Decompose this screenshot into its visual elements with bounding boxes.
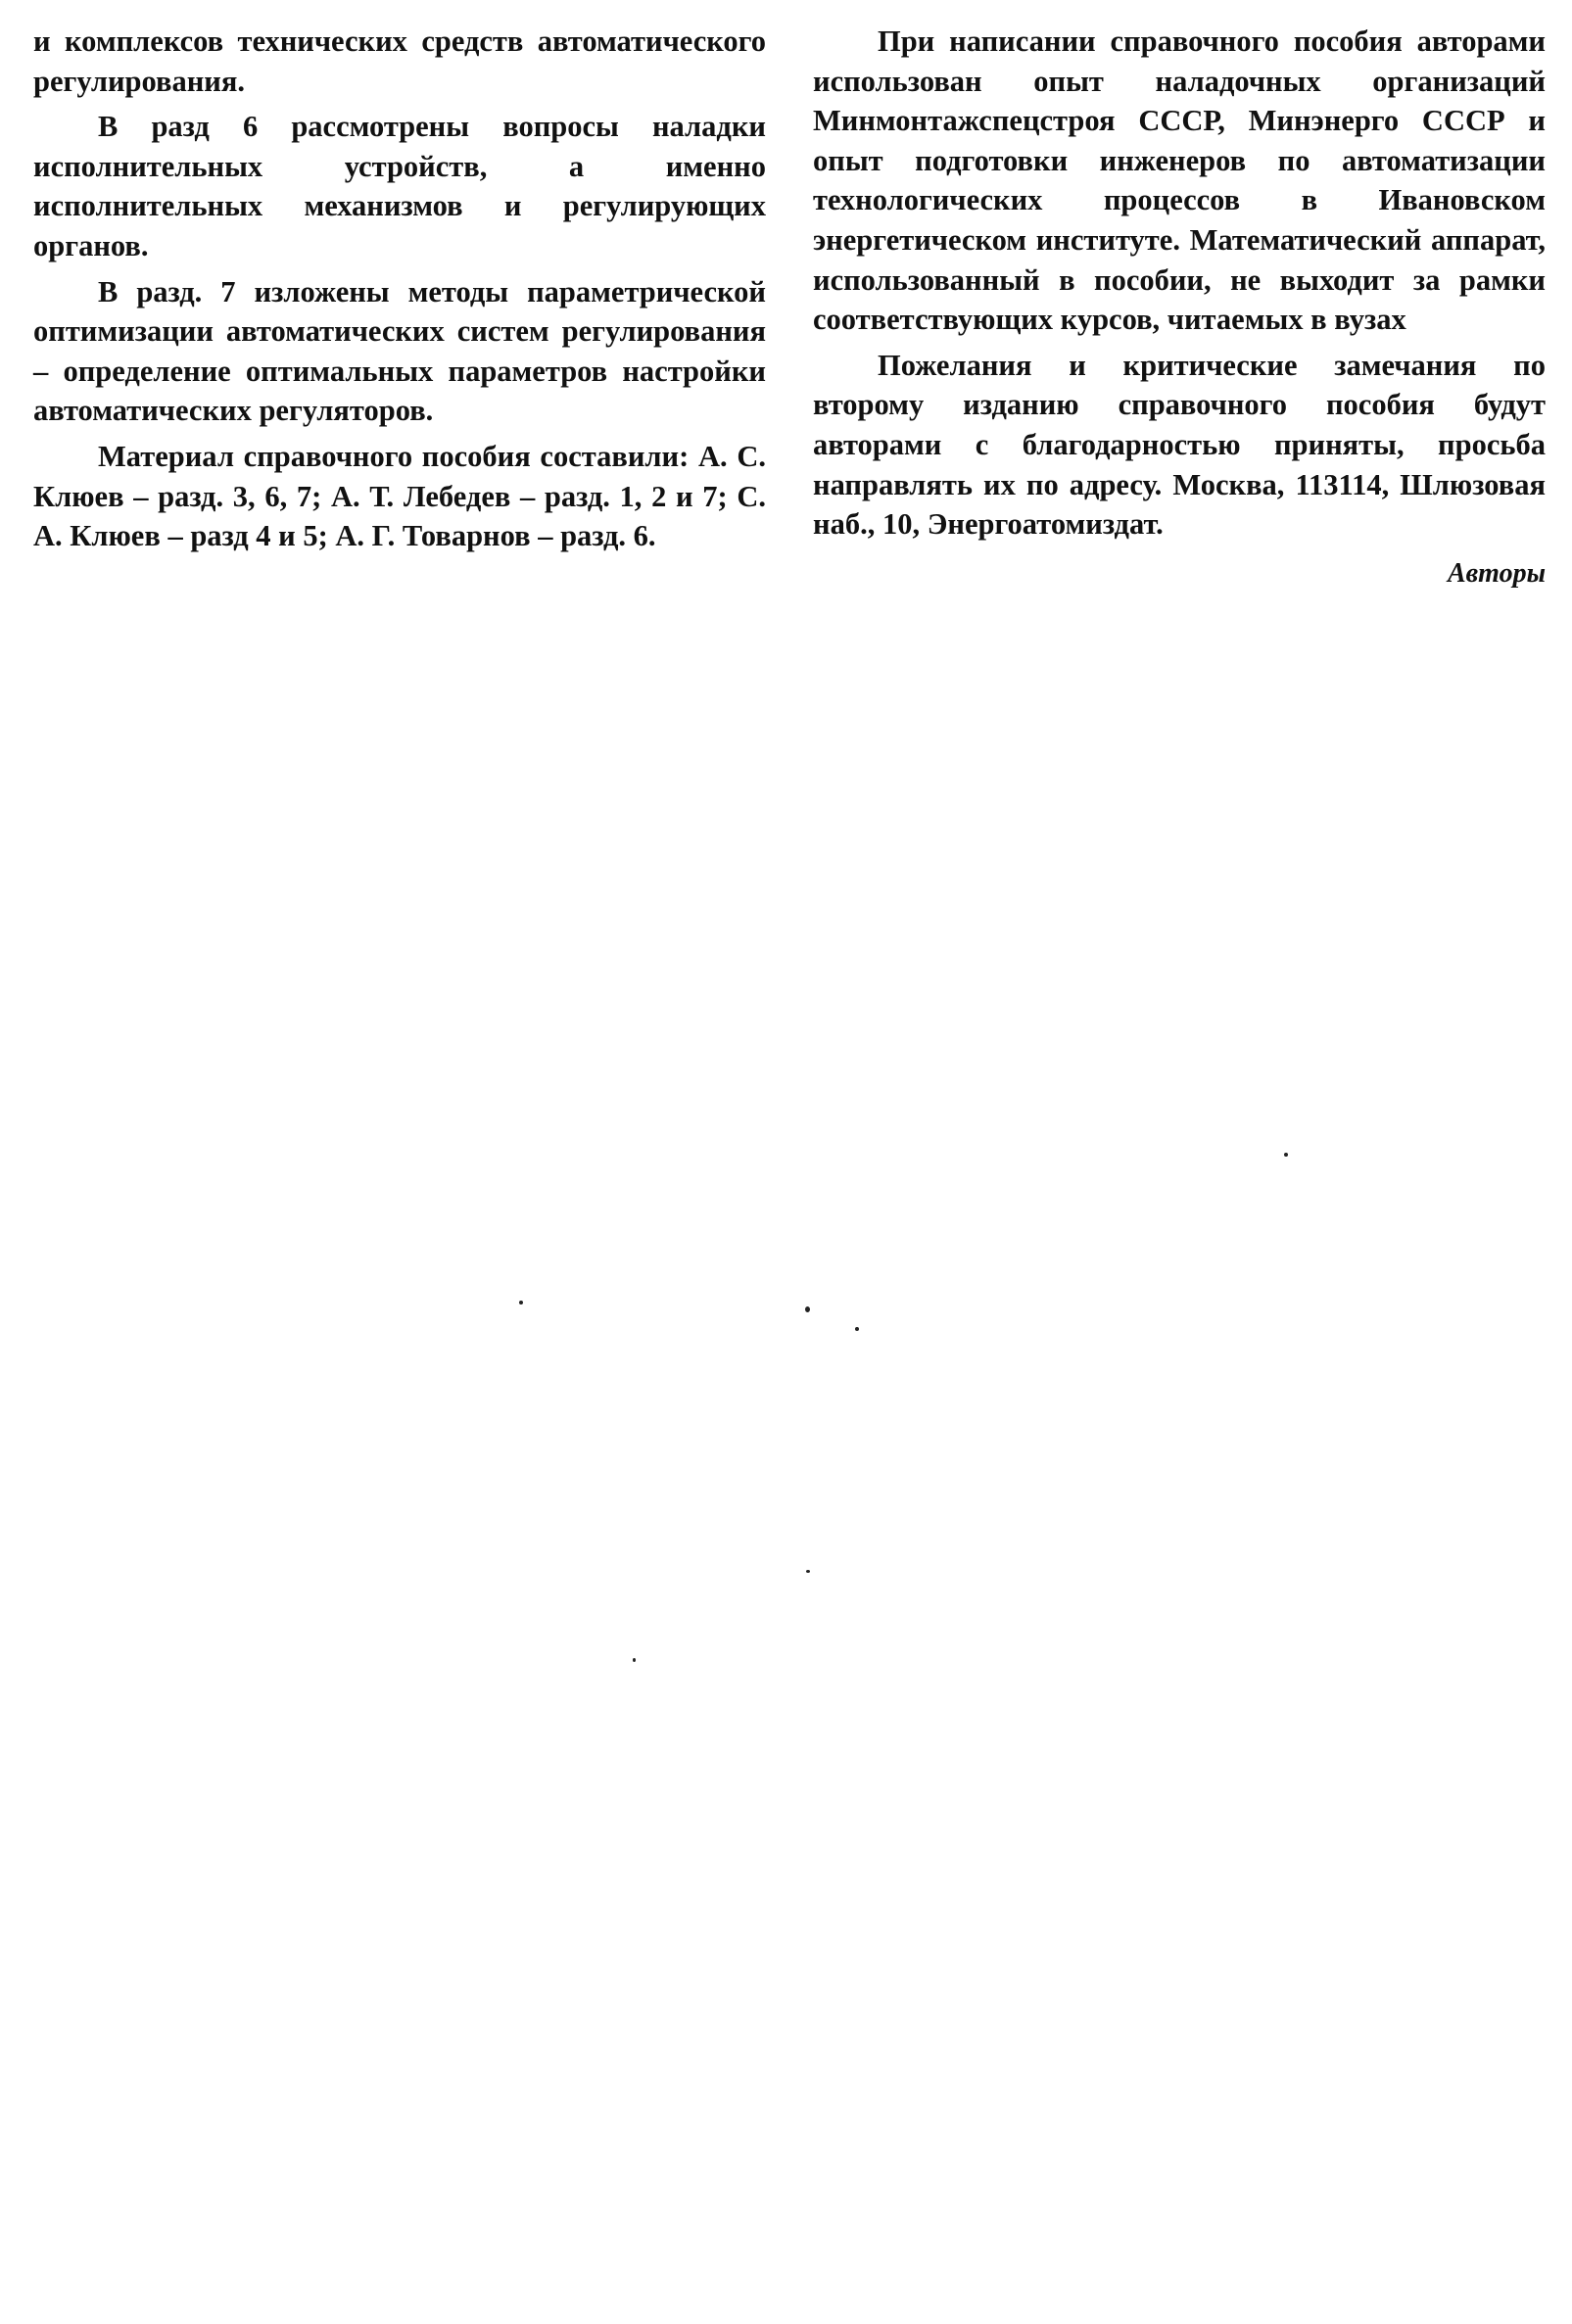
right-text-column <box>813 22 1546 593</box>
paragraph-contributors: Материал справочного пособия составили: А. С. Клюев – разд. 3, 6, 7; А. Т. Лебедев – разд. 1, 2 и 7; С. А. Клюев – разд 4 и 5; А. Г. Товарнов – разд. 6. <box>33 439 766 553</box>
authors-signature: Авторы <box>1447 557 1546 589</box>
scan-speck <box>805 1306 810 1312</box>
scan-speck <box>855 1327 859 1331</box>
paragraph-feedback: Пожелания и критические замечания по второму изданию справочного пособия будут авторами с благодарностью приняты, просьба направлять их по адресу. Москва, 113114, Шлюзовая наб., 10, Энергоатомиздат. <box>813 348 1546 542</box>
scan-speck <box>1284 1153 1288 1157</box>
scan-speck <box>806 1570 810 1573</box>
left-text-column <box>33 22 766 562</box>
scan-speck <box>633 1658 636 1662</box>
paragraph-continuation: и комплексов технических средств автоматического регулирования. <box>33 24 766 98</box>
paragraph-section-6: В разд 6 рассмотрены вопросы наладки исполнительных устройств, а именно исполнительных механизмов и регулирующих органов. <box>33 110 766 262</box>
paragraph-section-7: В разд. 7 изложены методы параметрической оптимизации автоматических систем регулирования – определение оптимальных параметров настройки автоматических регуляторов. <box>33 274 766 428</box>
paragraph-experience: При написании справочного пособия авторами использован опыт наладочных организаций Минмонтажспецстроя СССР, Минэнерго СССР и опыт подготовки инженеров по автоматизации технологических процессов в Ивановском энергетическом институте. Математический аппарат, использованный в пособии, не выходит за рамки соответствующих курсов, читаемых в вузах <box>813 24 1546 337</box>
scan-speck <box>519 1301 523 1304</box>
